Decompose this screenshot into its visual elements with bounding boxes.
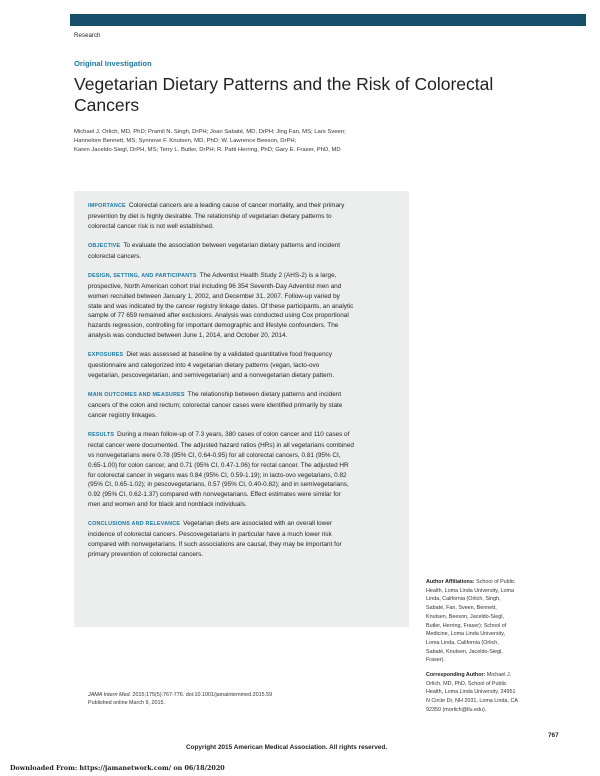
abstract-line: vegetarian, pescovegetarian, and semivegetarian) and a nonvegetarian dietary pattern. — [88, 371, 335, 379]
abstract-line: prospective, North American cohort trial including 96 354 Seventh-Day Adventist men and — [88, 282, 342, 290]
author-line: Karen Jaceldo-Siegl, DrPH, MS; Terry L. Butler, DrPH; R. Patti Herring, PhD; Gary E. Fraser, PhD, MD — [74, 146, 341, 153]
abstract-heading: CONCLUSIONS AND RELEVANCE — [88, 521, 181, 528]
sidebar-line: Fraser). — [426, 657, 445, 664]
author-list — [74, 128, 414, 154]
abstract-line: Vegetarian diets are associated with an overall lower — [183, 520, 333, 528]
affiliations-heading: Author Affiliations: — [426, 579, 475, 585]
sidebar-line: Sabaté, Knutsen, Jaceldo-Siegl, — [426, 648, 503, 655]
abstract-line: Colorectal cancers are a leading cause of cancer mortality, and their primary — [128, 202, 345, 209]
sidebar-notes — [426, 578, 548, 721]
corresponding-text — [426, 672, 518, 713]
abstract-line: women recruited between January 1, 2002, and December 31, 2007. Follow-up varied by — [88, 292, 340, 300]
abstract-line: compared with nonvegetarians. If such associations are causal, they may be important for — [88, 540, 342, 548]
abstract-line: primary prevention of colorectal cancers. — [88, 550, 204, 558]
abstract-heading: IMPORTANCE — [88, 203, 126, 209]
abstract-line: During a mean follow-up of 7.3 years, 380 cases of colon cancer and 110 cases of — [117, 431, 350, 439]
author-affiliations — [426, 578, 548, 665]
abstract-section — [88, 201, 395, 231]
abstract-line: sample of 77 659 remained after exclusions. Analysis was conducted using Cox proportional — [88, 312, 349, 320]
section-label: Research — [74, 32, 101, 39]
abstract-line: prevention by diet is highly desirable. The relationship of vegetarian dietary patterns to — [88, 212, 332, 220]
abstract-section — [88, 271, 395, 341]
sidebar-line: Health, Loma Linda University, Loma — [426, 587, 514, 594]
abstract-line: vs nonvegetarians were 0.78 (95% CI, 0.64-0.95) for all colorectal cancers, 0.81 (95% CI, — [88, 451, 341, 459]
abstract-line: state and was indicated by the cancer registry linkage dates. Of these participants, an analytic — [88, 302, 354, 310]
published-date: Published online March 9, 2015. — [88, 700, 166, 706]
abstract-section — [88, 390, 395, 420]
sidebar-line: N Circle Dr, NH 2031, Loma Linda, CA — [426, 698, 518, 705]
copyright-notice: Copyright 2015 American Medical Association. All rights reserved. — [186, 744, 388, 751]
sidebar-line: School of Public — [476, 579, 515, 585]
abstract-line: analysis was conducted between June 1, 2014, and October 20, 2014. — [88, 331, 288, 339]
abstract-line: cancers of the colon and rectum; colorectal cancer cases were identified primarily by state — [88, 402, 343, 410]
sidebar-line: Sabaté, Fan, Sveen, Bennett, — [426, 605, 497, 612]
abstract-section — [88, 519, 395, 559]
abstract-line: rectal cancer were documented. The adjusted hazard ratios (HRs) in all vegetarians combined — [88, 442, 354, 450]
abstract-line: The Adventist Health Study 2 (AHS-2) is a large, — [199, 272, 337, 280]
abstract-heading: RESULTS — [88, 432, 115, 439]
abstract-section — [88, 241, 395, 262]
citation-text: 2015;175(5):767-776. doi:10.1001/jamainternmed.2015.59 — [132, 692, 273, 698]
download-notice: Downloaded From: https://jamanetwork.com/ on 06/18/2020 — [10, 764, 225, 772]
abstract-line: colorectal cancer risk is not well established. — [88, 222, 214, 230]
sidebar-line: Michael J. — [486, 672, 512, 679]
page-number: 767 — [548, 732, 559, 739]
abstract-line: 0.92 (95% CI, 0.62-1.37) compared with nonvegetarians. Effect estimates were similar for — [88, 491, 341, 499]
abstract-line: The relationship between dietary patterns and incident — [187, 391, 342, 399]
header-color-bar — [70, 14, 586, 26]
abstract-box — [74, 191, 409, 627]
corresponding-author — [426, 671, 548, 715]
sidebar-line: Knutsen, Beeson, Jaceldo-Siegl, — [426, 613, 504, 620]
sidebar-line: Medicine, Loma Linda University, — [426, 631, 505, 638]
abstract-line: questionnaire and categorized into 4 vegetarian dietary patterns (vegan, lacto-ovo — [88, 362, 320, 370]
abstract-line: (95% CI, 0.65-1.02); in pescovegetarians, 0.57 (95% CI, 0.40-0.82); and in semivegetarians, — [88, 481, 349, 489]
abstract-line: hazards regression, controlling for important demographic and lifestyle confounders. The — [88, 322, 339, 330]
abstract-line: cancer registry linkages. — [88, 411, 157, 419]
abstract-heading: EXPOSURES — [88, 352, 124, 359]
abstract-line: 0.65-1.00) for colon cancer, and 0.71 (95% CI, 0.47-1.06) for rectal cancer. The adjusted HR — [88, 461, 349, 469]
citation-block — [88, 691, 272, 707]
abstract-line: men and women and for black and nonblack individuals. — [88, 500, 247, 508]
abstract-section — [88, 350, 395, 380]
article-type: Original Investigation — [74, 59, 152, 68]
abstract-line: Diet was assessed at baseline by a validated quantitative food frequency — [126, 351, 333, 359]
author-line: Michael J. Orlich, MD, PhD; Pramil N. Singh, DrPH; Joan Sabaté, MD, DrPH; Jing Fan, MS; Lars Sveen; — [74, 129, 346, 135]
abstract-heading: DESIGN, SETTING, AND PARTICIPANTS — [88, 273, 197, 280]
abstract-heading: MAIN OUTCOMES AND MEASURES — [88, 392, 185, 399]
sidebar-line: Butler, Herring, Fraser); School of — [426, 622, 507, 629]
sidebar-line: 92350 (morlich@llu.edu). — [426, 706, 487, 713]
abstract-line: colorectal cancers. — [88, 252, 142, 260]
citation-line — [88, 691, 272, 699]
corresponding-heading: Corresponding Author: — [426, 672, 486, 679]
author-line: Hannelore Bennett, MS; Synnove F. Knutsen, MD, PhD; W. Lawrence Beeson, DrPH; — [74, 137, 297, 144]
abstract-line: for colorectal cancer in vegans was 0.84 (95% CI, 0.59-1.19); in lacto-ovo vegetarians, 0.82 — [88, 471, 347, 479]
sidebar-line: Loma Linda, California (Orlich, — [426, 639, 499, 646]
article-title: Vegetarian Dietary Patterns and the Risk of Colorectal Cancers — [74, 74, 494, 115]
journal-name: JAMA Intern Med. — [88, 692, 131, 698]
sidebar-line: Linda, California (Orlich, Singh, — [426, 596, 501, 603]
sidebar-line: Orlich, MD, PhD, School of Public — [426, 680, 507, 687]
abstract-line: incidence of colorectal cancers. Pescovegetarians in particular have a much lower risk — [88, 531, 332, 539]
affiliations-text — [426, 579, 515, 663]
abstract-heading: OBJECTIVE — [88, 242, 121, 249]
sidebar-line: Health, Loma Linda University, 24951 — [426, 689, 516, 696]
abstract-line: To evaluate the association between vegetarian dietary patterns and incident — [123, 241, 341, 249]
abstract-section — [88, 430, 395, 509]
